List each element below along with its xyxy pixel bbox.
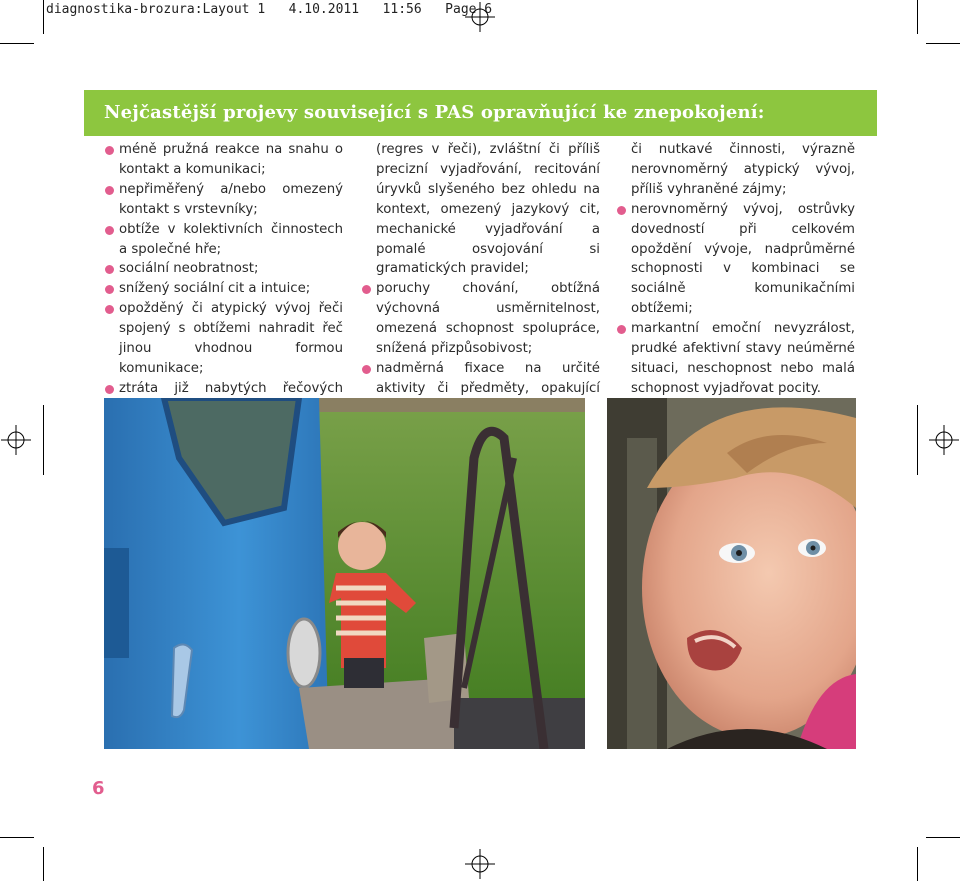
heading-banner bbox=[84, 90, 877, 136]
list-item: nadměrná fixace na určité aktivity či předměty, opakující bbox=[362, 359, 600, 419]
list-item: opožděný či atypický vývoj řeči spojený s obtížemi nahradit řeč jinou vhodnou formou komunikace; bbox=[105, 299, 343, 379]
section-heading: Nejčastější projevy související s PAS opravňující ke znepokojení: bbox=[104, 102, 765, 123]
crop-mark bbox=[917, 847, 918, 881]
list-item: markantní emoční nevyzrálost, prudké afektivní stavy neúměrné situaci, neschopnost nebo malá schopnost vyjadřovat pocity. bbox=[617, 319, 855, 399]
page-number: 6 bbox=[92, 778, 105, 799]
registration-mark-icon bbox=[1, 425, 31, 455]
registration-mark-icon bbox=[465, 849, 495, 879]
registration-mark-icon bbox=[465, 2, 495, 32]
list-item: sociální neobratnost; bbox=[105, 259, 343, 279]
crop-mark bbox=[917, 0, 918, 34]
list-item: poruchy chování, obtížná výchovná usměrnitelnost, omezená schopnost spolupráce, snížená přizpůsobivost; bbox=[362, 279, 600, 359]
text-column-1 bbox=[105, 140, 343, 419]
symptom-list bbox=[105, 140, 343, 419]
photo-boy-on-steps bbox=[104, 398, 585, 749]
list-item: obtíže v kolektivních činnostech a společné hře; bbox=[105, 220, 343, 260]
continued-text: či nutkavé činnosti, výrazně nerovnoměrný atypický vývoj, příliš vyhraněné zájmy; bbox=[631, 142, 855, 197]
print-slug-line: diagnostika-brozura:Layout 1 4.10.2011 11:56 Page 6 bbox=[46, 2, 493, 17]
crop-mark bbox=[917, 405, 918, 475]
crop-mark bbox=[0, 837, 34, 838]
text-column-2 bbox=[362, 140, 600, 419]
list-item: nerovnoměrný vývoj, ostrůvky dovedností při celkovém opoždění vývoje, nadprůměrné schopnosti v kombinaci se sociálně komunikačními obtížemi; bbox=[617, 200, 855, 319]
crop-mark bbox=[43, 0, 44, 34]
list-item: nepřiměřený a/nebo omezený kontakt s vrstevníky; bbox=[105, 180, 343, 220]
symptom-list bbox=[617, 200, 855, 399]
list-item: ztráta již nabytých řečových bbox=[105, 379, 343, 419]
crop-mark bbox=[926, 43, 960, 44]
continued-text: (regres v řeči), zvláštní či příliš precizní vyjadřování, recitování úryvků slyšeného bez ohledu na kontext, omezený jazykový cit, mechanické vyjadřování a pomalé osvojování si gramatických pravidel; bbox=[376, 142, 600, 277]
list-item: snížený sociální cit a intuice; bbox=[105, 279, 343, 299]
text-column-3 bbox=[617, 140, 855, 399]
list-item: méně pružná reakce na snahu o kontakt a komunikaci; bbox=[105, 140, 343, 180]
photo-toddler-face bbox=[607, 398, 856, 749]
crop-mark bbox=[43, 847, 44, 881]
crop-mark bbox=[926, 837, 960, 838]
crop-mark bbox=[0, 43, 34, 44]
registration-mark-icon bbox=[929, 425, 959, 455]
crop-mark bbox=[43, 405, 44, 475]
